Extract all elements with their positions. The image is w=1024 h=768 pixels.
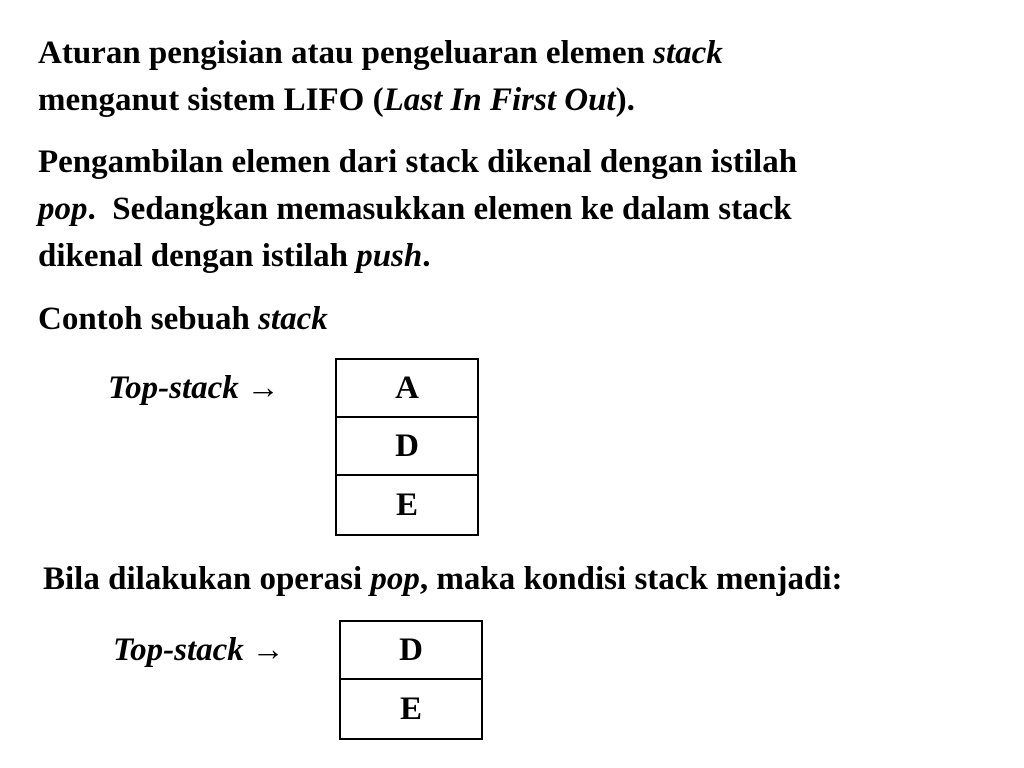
italic-term: stack (653, 35, 723, 71)
text: Pengambilan elemen dari stack dikenal dengan istilah (38, 144, 798, 180)
italic-term: push (356, 238, 423, 274)
text: dikenal dengan istilah (38, 238, 357, 274)
text: ). (615, 82, 635, 118)
pop-result-paragraph (43, 556, 843, 603)
text: , maka kondisi stack menjadi: (419, 561, 843, 597)
top-stack-label (108, 368, 280, 408)
lifo-rule-paragraph (38, 30, 723, 124)
text: menganut sistem LIFO ( (38, 82, 384, 118)
right-arrow-icon: → (251, 632, 285, 668)
stack-cell: E (399, 690, 422, 727)
stack-cell: E (395, 486, 418, 523)
top-stack-text: Top-stack (108, 370, 239, 406)
text: . Sedangkan memasukkan elemen ke dalam stack (87, 191, 792, 227)
italic-term: pop (370, 561, 420, 597)
text: Contoh sebuah (38, 301, 259, 337)
example-heading (38, 296, 328, 343)
text: Aturan pengisian atau pengeluaran elemen (38, 35, 654, 71)
right-arrow-icon: → (246, 370, 280, 406)
stack-diagram-before-pop (335, 358, 479, 536)
pop-push-paragraph (38, 139, 797, 280)
top-stack-text: Top-stack (113, 632, 244, 668)
stack-cell: D (341, 622, 481, 680)
stack-diagram-after-pop (339, 620, 483, 740)
italic-term: pop (38, 191, 88, 227)
italic-term: stack (258, 301, 328, 337)
italic-term: Last In First Out (383, 82, 616, 118)
text: Bila dilakukan operasi (43, 561, 371, 597)
top-stack-label (113, 630, 285, 670)
stack-cell: D (337, 418, 477, 476)
stack-cell: A (337, 360, 477, 418)
text: . (422, 238, 431, 274)
